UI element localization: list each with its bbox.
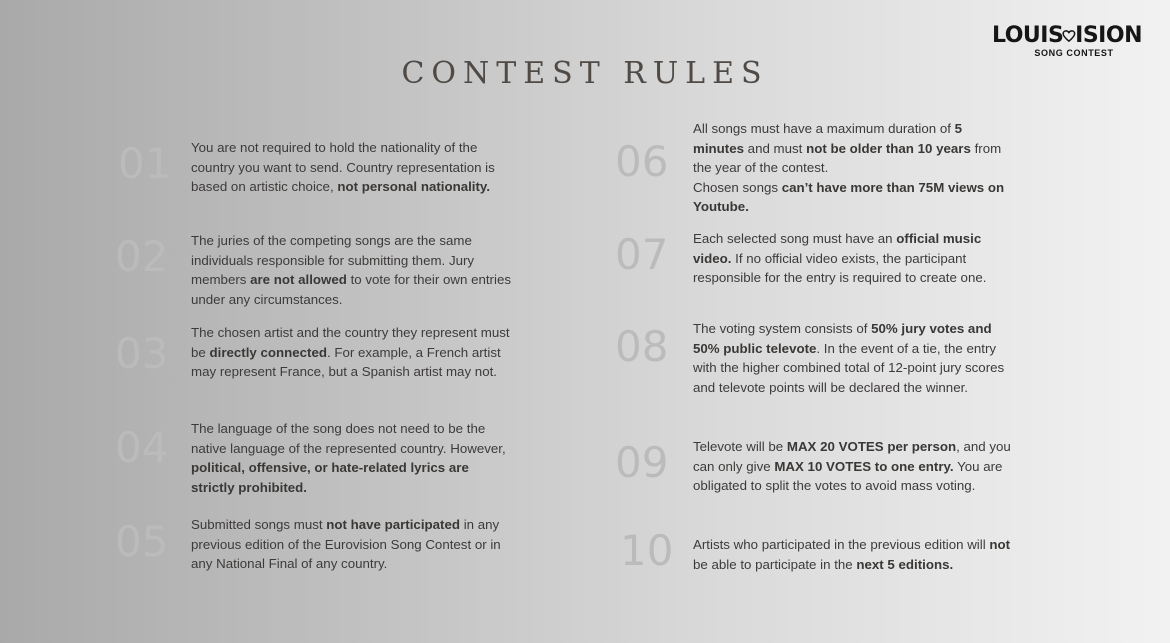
rule-text-segment: You are not required to hold the nationality of the country you want to send. Country representation is based on artistic choice,	[191, 140, 495, 194]
rule-text-bold: are not allowed	[250, 272, 347, 287]
logo-wordmark	[992, 24, 1142, 48]
rule-text	[191, 231, 511, 309]
rule-text-segment: from the year of the contest.	[693, 140, 1002, 175]
rule-text-segment: be able to participate in the	[693, 556, 857, 572]
rule-text-segment: If no official video exists, the participant responsible for the entry is required to create one.	[693, 250, 987, 285]
rule-text-bold: 50% jury votes and 50% public televote	[693, 321, 992, 356]
rule-text-segment: Submitted songs must	[191, 517, 327, 532]
heart-icon	[1062, 25, 1076, 47]
rule-text-segment: to vote for their own entries under any circumstances.	[191, 272, 511, 307]
rule-text-segment: and must	[743, 140, 807, 156]
rule-text-segment: , and you can only give	[693, 439, 1011, 474]
logo-text-left: LOUIS	[992, 23, 1064, 48]
rule-number: 02	[115, 232, 169, 281]
rule-text-segment: The language of the song does not need to be the native language of the represented country. However,	[191, 421, 506, 456]
rule-text-bold: 5 minutes	[693, 121, 963, 156]
rule-text-bold: MAX 10 VOTES to one entry.	[774, 458, 954, 474]
rule-text-segment: in any previous edition of the Eurovision Song Contest or in any National Final of any country.	[191, 517, 501, 571]
rule-text	[191, 515, 511, 574]
rule-text	[693, 319, 1013, 397]
rule-text	[693, 437, 1013, 496]
rule-text-segment: You are obligated to split the votes to avoid mass voting.	[693, 458, 1003, 493]
rule-text-bold: not	[989, 537, 1011, 552]
rule-text-segment: All songs must have a maximum duration of	[693, 121, 955, 136]
rule-text-bold: not personal nationality.	[337, 179, 491, 194]
rule-text-segment: Each selected song must have an	[693, 231, 897, 246]
rule-text	[191, 323, 511, 382]
rule-text-segment: . In the event of a tie, the entry with the higher combined total of 12-point jury scores and televote points will be declared the winner.	[693, 340, 1005, 395]
rule-text-segment: Chosen songs	[693, 179, 782, 195]
rule-text-bold: next 5 editions.	[856, 556, 954, 572]
rule-text-bold: official music video.	[693, 231, 982, 266]
rule-number: 07	[615, 230, 669, 279]
rule-text-bold: not have participated	[326, 517, 460, 532]
rule-text-segment: Televote will be	[693, 439, 787, 454]
rule-text	[693, 229, 1013, 288]
logo-subtitle: SONG CONTEST	[1034, 48, 1114, 58]
rule-number: 09	[615, 438, 669, 487]
rule-text-segment: Artists who participated in the previous edition will	[693, 537, 990, 552]
rule-number: 05	[115, 517, 169, 566]
rule-number: 03	[115, 329, 169, 378]
rule-text-segment: . For example, a French artist may represent France, but a Spanish artist may not.	[191, 344, 501, 379]
rule-number: 01	[118, 139, 172, 188]
rule-number: 04	[115, 423, 169, 472]
rule-text-bold: not be older than 10 years	[806, 140, 971, 156]
rule-text-segment: The juries of the competing songs are the same individuals responsible for submitting them. Jury members	[191, 233, 475, 287]
rule-number: 10	[620, 526, 674, 575]
rule-text-segment: The voting system consists of	[693, 321, 872, 336]
rule-text	[191, 419, 511, 497]
rule-text-bold: political, offensive, or hate-related lyrics are strictly prohibited.	[191, 460, 469, 495]
page-title: CONTEST RULES	[401, 56, 769, 91]
rule-text-bold: directly connected	[209, 344, 327, 360]
rule-number: 08	[615, 322, 669, 371]
rule-number: 06	[615, 137, 669, 186]
rule-text-bold: MAX 20 VOTES per person	[786, 439, 957, 454]
logo-text-right: ISION	[1075, 23, 1142, 48]
rule-text	[693, 119, 1013, 217]
rule-text	[693, 535, 1013, 574]
rule-text-bold: can’t have more than 75M views on Youtube.	[693, 179, 1005, 214]
rule-text	[191, 138, 511, 197]
rule-text-segment: The chosen artist and the country they represent must be	[191, 325, 510, 360]
